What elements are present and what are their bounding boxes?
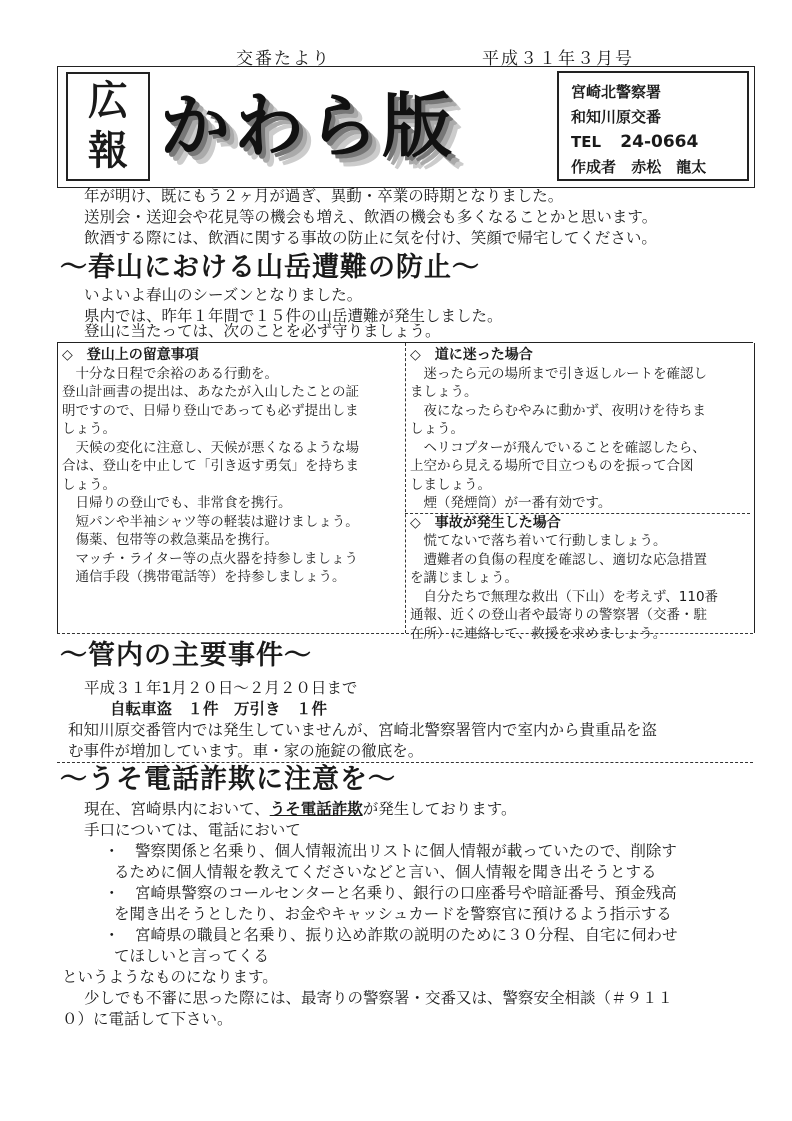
right-col-line: 自分たちで無理な救出（下山）を考えず、110番 (410, 588, 719, 605)
left-col-line: しょう。 (62, 421, 116, 437)
fraud-lead-post: が発生しております。 (362, 800, 517, 818)
section1-line: 県内では、昨年１年間で１５件の山岳遭難が発生しました。 (84, 307, 503, 325)
box-bottom-border (57, 633, 753, 634)
author-name: 赤松 龍太 (631, 158, 707, 176)
fraud-advice: ０）に電話して下さい。 (62, 1010, 233, 1028)
right-col-line: 通報、近くの登山者や最寄りの警察署（交番・駐 (410, 607, 707, 623)
phone-line (571, 130, 747, 155)
right-col-line: 遭難者の負傷の程度を確認し、適切な応急措置 (410, 551, 707, 568)
intro-line: 年が明け、既にもう２ヶ月が過ぎ、異動・卒業の時期となりました。 (84, 187, 564, 205)
right-column (410, 346, 750, 643)
fraud-bullet-cont: てほしいと言ってくる (114, 947, 270, 965)
right-col-line: 在所）に連絡して、救援を求めましょう。 (410, 625, 667, 642)
fraud-advice: 少しでも不審に思った際には、最寄りの警察署・交番又は、警察安全相談（＃９１１ (84, 989, 674, 1007)
left-col-heading: ◇ 登山上の留意事項 (62, 347, 199, 363)
intro-line: 飲酒する際には、飲酒に関する事故の防止に気を付け、笑顔で帰宅してください。 (84, 229, 657, 247)
section1-line: 登山に当たっては、次のことを必ず守りましょう。 (84, 322, 441, 340)
right-col-line: しょう。 (410, 421, 464, 437)
masthead-title: かわら版 (160, 84, 456, 167)
left-col-line: 合は、登山を中止して「引き返す勇気」を持ちま (62, 458, 359, 474)
fraud-method-intro: 手口については、電話において (84, 821, 301, 839)
section1-line: いよいよ春山のシーズンとなりました。 (84, 286, 363, 304)
intro-line: 送別会・送迎会や花見等の機会も増え、飲酒の機会も多くなることかと思います。 (84, 208, 658, 226)
author-label: 作成者 (571, 158, 617, 176)
fraud-keyword: うそ電話詐欺 (269, 800, 363, 818)
right-col-line: 上空から見える場所で目立つものを振って合図 (410, 458, 694, 474)
tel-label: TEL (571, 133, 602, 151)
right-col-heading-accident: ◇ 事故が発生した場合 (405, 513, 750, 533)
fraud-bullet: ・ 宮崎県警察のコールセンターと名乗り、銀行の口座番号や暗証番号、預金残高 (104, 884, 677, 902)
left-col-line: 通信手段（携帯電話等）を持参しましょう。 (62, 569, 346, 585)
section2-line: む事件が増加しています。車・家の施錠の徹底を。 (68, 742, 424, 760)
right-col-line: を講じましょう。 (410, 570, 518, 586)
right-col-line: しましょう。 (410, 476, 491, 493)
right-col-line: 慌てないで落ち着いて行動しましょう。 (410, 533, 667, 549)
newsletter-label: 交番たより (236, 49, 331, 69)
left-col-line: 明ですので、日帰り登山であっても必ず提出しま (62, 402, 359, 419)
left-col-line: しょう。 (62, 476, 116, 493)
right-col-line: ましょう。 (410, 384, 478, 400)
left-col-line: 天候の変化に注意し、天候が悪くなるような場 (62, 439, 359, 456)
right-col-line: 夜になったらむやみに動かず、夜明けを待ちま (410, 402, 706, 419)
badge-char-bottom: 報 (88, 128, 128, 174)
left-col-line: 日帰りの登山でも、非常食を携行。 (62, 495, 292, 511)
tel-number: 24-0664 (620, 132, 699, 152)
badge-char-top: 広 (88, 78, 128, 124)
koho-badge (66, 72, 150, 181)
left-col-line: 登山計画書の提出は、あなたが入山したことの証 (62, 384, 359, 400)
section-heading-fraud: ～うそ電話詐欺に注意を～ (60, 764, 396, 795)
koban-name: 和知川原交番 (571, 108, 662, 126)
right-col-line: ヘリコプターが飛んでいることを確認したら、 (410, 439, 706, 456)
left-col-line: 短パンや半袖シャツ等の軽装は避けましょう。 (62, 513, 359, 530)
left-col-line: 十分な日程で余裕のある行動を。 (62, 365, 278, 382)
right-col-line: 煙（発煙筒）が一番有効です。 (410, 495, 612, 511)
section-heading-mountain: ～春山における山岳遭難の防止～ (60, 252, 480, 283)
fraud-bullet: ・ 警察関係と名乗り、個人情報流出リストに個人情報が載っていたので、削除す (104, 842, 677, 860)
left-col-line: 傷薬、包帯等の救急薬品を携行。 (62, 532, 278, 548)
station-name: 宮崎北警察署 (571, 83, 662, 101)
section2-line: 和知川原交番管内では発生していませんが、宮崎北警察署管内で室内から貴重品を盗 (68, 721, 658, 739)
issue-date: 平成３１年３月号 (482, 49, 634, 69)
left-column (62, 346, 402, 587)
column-divider (405, 343, 406, 633)
section-heading-incidents: ～管内の主要事件～ (60, 640, 312, 671)
contact-info-box (557, 71, 749, 181)
left-col-line: マッチ・ライター等の点火器を持参しましょう (62, 550, 359, 567)
fraud-bullet-cont: を聞き出そうとしたり、お金やキャッシュカードを警察官に預けるよう指示する (114, 905, 672, 923)
incident-stats: 自転車盗 １件 万引き １件 (110, 700, 328, 718)
fraud-closing: というようなものになります。 (62, 968, 278, 986)
right-col-line: 迷ったら元の場所まで引き返しルートを確認し (410, 365, 707, 382)
fraud-bullet: ・ 宮崎県の職員と名乗り、振り込め詐欺の説明のために３０分程、自宅に伺わせ (104, 926, 678, 944)
author-line (571, 155, 747, 180)
fraud-lead (84, 799, 516, 820)
fraud-bullet-cont: るために個人情報を教えてくださいなどと言い、個人情報を聞き出そうとする (114, 863, 657, 881)
fraud-lead-pre: 現在、宮崎県内において、 (84, 800, 270, 818)
right-col-heading-lost: ◇ 道に迷った場合 (410, 347, 533, 363)
incident-period: 平成３１年1月２０日～２月２０日まで (84, 679, 358, 697)
